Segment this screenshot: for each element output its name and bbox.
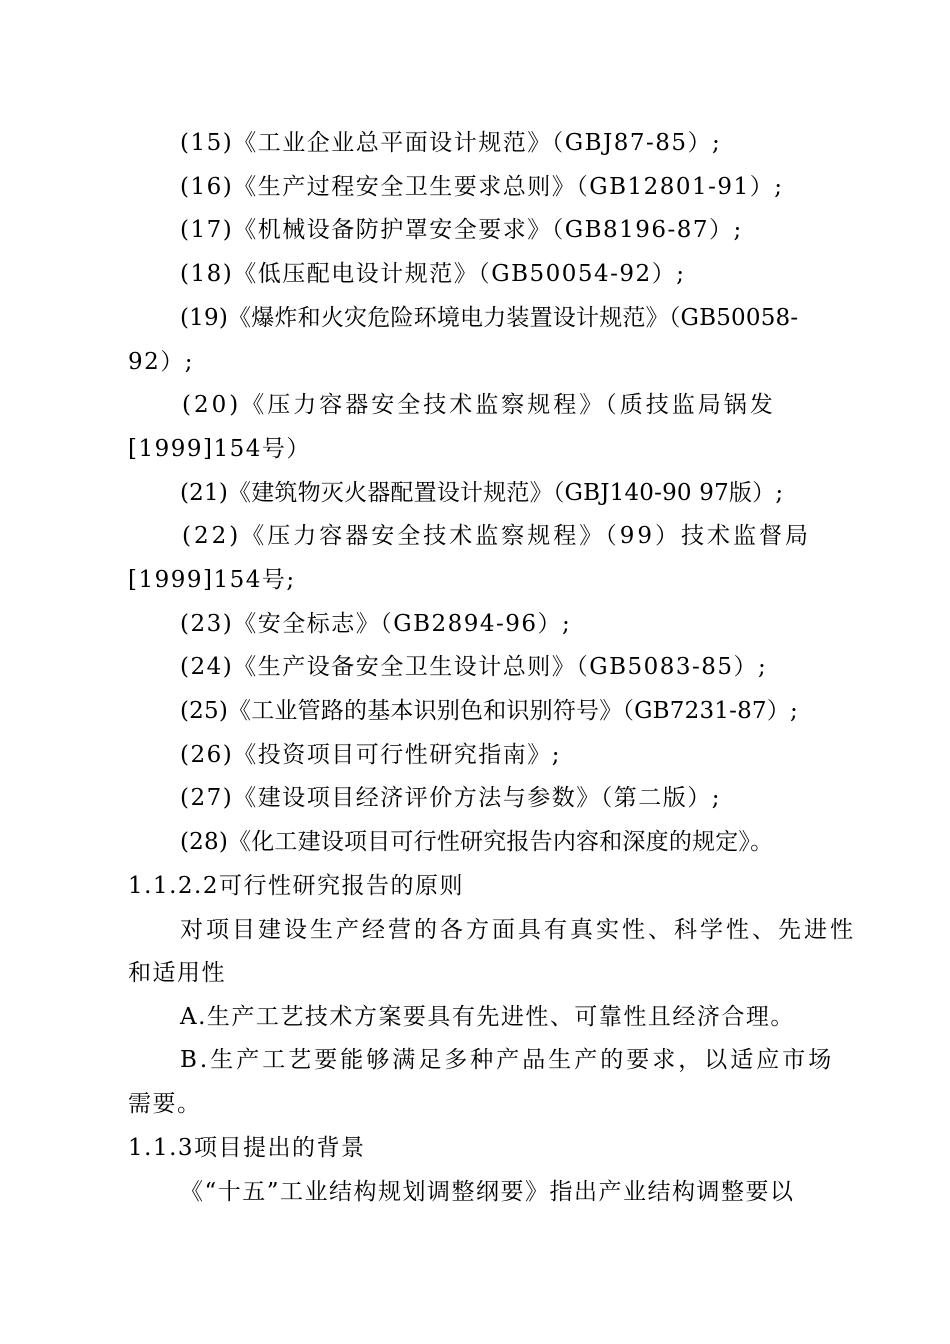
reference-item-15: (15)《工业企业总平面设计规范》（GBJ87-85）;	[180, 130, 722, 156]
reference-item-16: (16)《生产过程安全卫生要求总则》（GB12801-91）;	[180, 174, 784, 200]
reference-item-21: (21)《建筑物灭火器配置设计规范》（GBJ140-90 97版）;	[180, 480, 784, 506]
reference-item-24: (24)《生产设备安全卫生设计总则》（GB5083-85）;	[180, 654, 768, 680]
reference-item-22-continued: [1999]154号;	[128, 567, 296, 593]
reference-item-19: (19)《爆炸和火灾危险环境电力装置设计规范》（GB50058-	[180, 305, 799, 331]
reference-item-23: (23)《安全标志》（GB2894-96）;	[180, 611, 572, 637]
reference-item-26: (26)《投资项目可行性研究指南》;	[180, 742, 561, 768]
reference-item-20: (20)《压力容器安全技术监察规程》（质技监局锅发	[182, 392, 776, 418]
section-heading-1-1-3: 1.1.3项目提出的背景	[128, 1135, 366, 1161]
reference-item-20-continued: [1999]154号）	[128, 436, 311, 462]
principle-item-b: B.生产工艺要能够满足多种产品生产的要求，以适应市场	[180, 1047, 835, 1073]
reference-item-27: (27)《建设项目经济评价方法与参数》（第二版）;	[180, 785, 721, 811]
background-paragraph: 《“十五”工业结构规划调整纲要》指出产业结构调整要以	[180, 1179, 795, 1205]
reference-item-18: (18)《低压配电设计规范》（GB50054-92）;	[180, 261, 686, 287]
section-heading-1-1-2-2: 1.1.2.2可行性研究报告的原则	[128, 873, 464, 899]
principle-paragraph: 对项目建设生产经营的各方面具有真实性、科学性、先进性	[180, 917, 856, 943]
principle-item-a: A.生产工艺技术方案要具有先进性、可靠性且经济合理。	[180, 1004, 795, 1030]
reference-item-22: (22)《压力容器安全技术监察规程》（99）技术监督局	[182, 523, 811, 549]
reference-item-25: (25)《工业管路的基本识别色和识别符号》（GB7231-87）;	[180, 698, 798, 724]
principle-paragraph-continued: 和适用性	[128, 960, 226, 986]
principle-item-b-continued: 需要。	[128, 1091, 202, 1117]
reference-item-17: (17)《机械设备防护罩安全要求》（GB8196-87）;	[180, 217, 743, 243]
reference-item-19-continued: 92）;	[128, 349, 195, 375]
reference-item-28: (28)《化工建设项目可行性研究报告内容和深度的规定》。	[180, 829, 774, 855]
